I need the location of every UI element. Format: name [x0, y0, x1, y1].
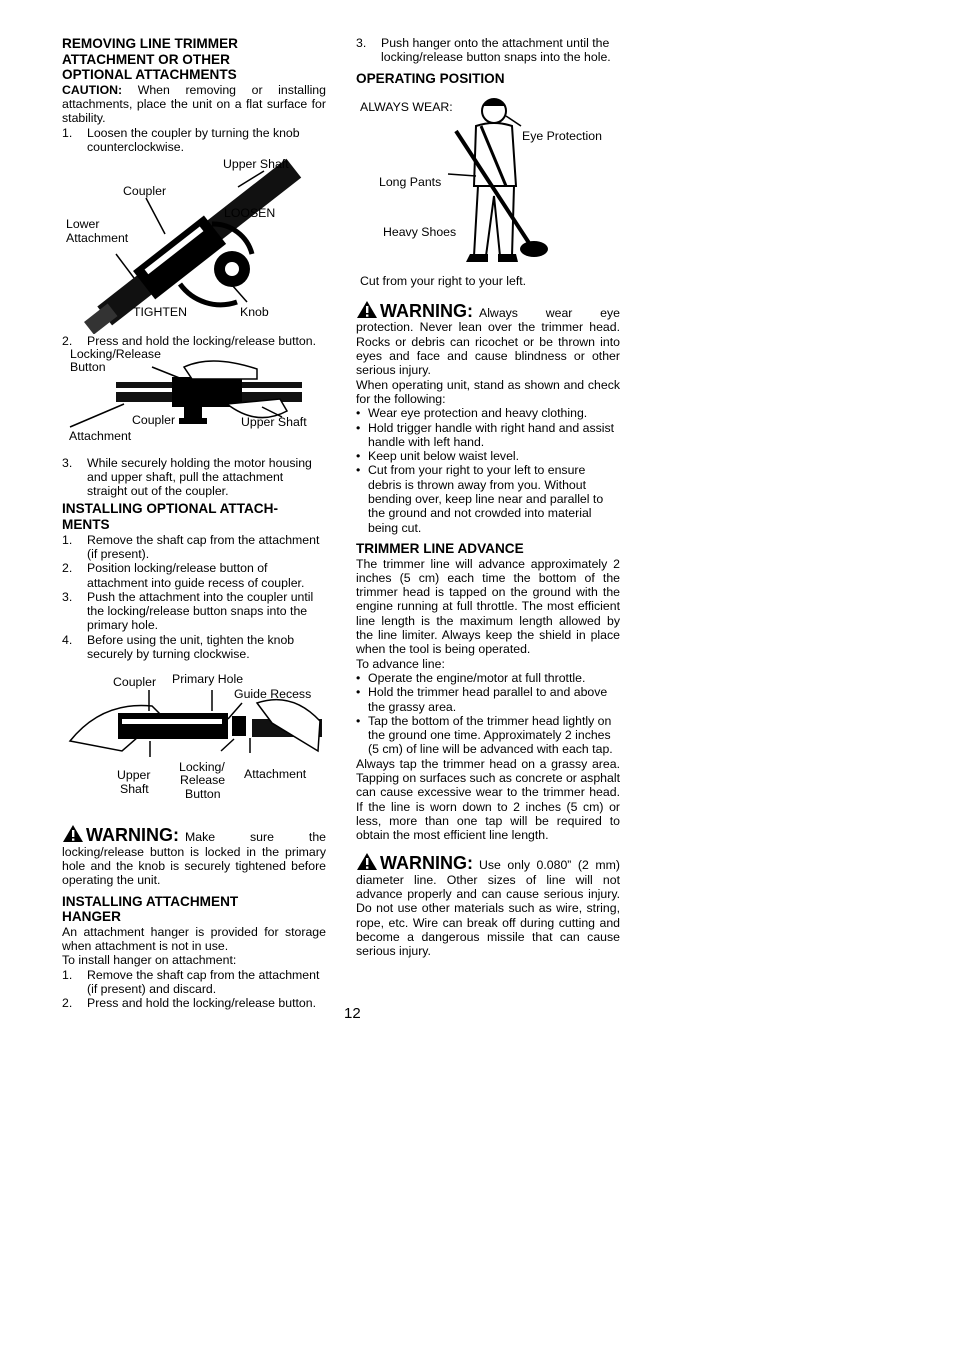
caution-label: CAUTION:: [62, 82, 123, 97]
section-title-line-advance: TRIMMER LINE ADVANCE: [356, 540, 524, 556]
warning-triangle-icon: [62, 824, 84, 843]
label-coupler: Coupler: [123, 184, 167, 199]
label-attachment: Attachment: [244, 767, 307, 782]
label-attachment: Attachment: [69, 428, 132, 443]
page-number: 12: [344, 1005, 361, 1022]
list-item: • Hold trigger handle with right hand and assist handle with left hand.: [356, 420, 615, 449]
warning-text: Always wear eye protection. Never lean over the trimmer head. Rocks or debris can ricochet or be thrown into eyes and face and cause blindness or other serious injury.: [356, 306, 620, 378]
label-locking: Locking/: [179, 760, 225, 775]
warning-text: Use only 0.080” (2 mm) diameter line. Other sizes of line will not advance properly and can cause serious injury. Do not use other materials such as wire, string, rope, etc. Wire can break off during cutting and become a dangerous missile that can cause serious injury.: [356, 858, 620, 959]
warning-locking-button: [62, 824, 326, 887]
label-heavy-shoes: Heavy Shoes: [383, 225, 457, 240]
warning-label: WARNING:: [380, 853, 473, 874]
warning-label: WARNING:: [86, 825, 179, 846]
list-item: • Tap the bottom of the trimmer head lightly on the ground one time. Approximately 2 inches (5 cm) of line will be advanced with each tap.: [356, 713, 613, 757]
list-item: 2. Press and hold the locking/release button.: [62, 334, 317, 349]
label-long-pants: Long Pants: [379, 175, 442, 190]
hanger-intro: An attachment hanger is provided for storage when attachment is not in use.: [62, 924, 326, 953]
label-eye-protection: Eye Protection: [522, 129, 602, 144]
operating-check-intro: When operating unit, stand as shown and check for the following:: [356, 377, 620, 406]
warning-eye-protection: [356, 300, 620, 377]
list-item: • Operate the engine/motor at full throttle.: [356, 670, 586, 685]
label-always-wear: ALWAYS WEAR:: [360, 100, 453, 115]
list-item: • Keep unit below waist level.: [356, 449, 520, 464]
list-item: • Hold the trimmer head parallel to and above the grassy area.: [356, 685, 608, 714]
left-column: [62, 36, 326, 1010]
label-knob: Knob: [240, 305, 269, 320]
label-loosen: LOOSEN: [224, 206, 276, 221]
line-advance-surface-note: Always tap the trimmer head on a grassy area. Tapping on surfaces such as concrete or asphalt can cause excessive wear to the trimmer head. If the line is worn down to 2 inches (5 cm) or less, more than one tap will be required to obtain the most efficient line length.: [356, 756, 620, 843]
label-cut-direction: Cut from your right to your left.: [360, 274, 527, 289]
label-button: Button: [70, 359, 106, 374]
warning-text: Make sure the locking/release button is locked in the primary hole and the knob is securely tightened before operating the unit.: [62, 830, 326, 888]
list-item: 2. Position locking/release button of attachment into guide recess of coupler.: [62, 561, 305, 590]
label-lower: Lower: [66, 217, 100, 232]
section-title-removing: REMOVING LINE TRIMMER ATTACHMENT OR OTHER OPTIONAL ATTACHMENTS: [62, 36, 238, 83]
figure-installing-attachment: [62, 661, 326, 821]
label-release: Release: [180, 773, 226, 788]
right-column: [356, 36, 620, 959]
line-advance-steps: [356, 671, 620, 757]
list-item: 4. Before using the unit, tighten the knob securely by turning clockwise.: [62, 632, 295, 662]
label-primary-hole: Primary Hole: [172, 672, 244, 687]
operating-checklist: [356, 406, 620, 535]
list-item: • Cut from your right to your left to ensure debris is thrown away from you. Without bending over, keep line near and parallel to the ground and not crowded into material being cut.: [356, 463, 604, 535]
label-button: Button: [185, 787, 221, 802]
label-coupler: Coupler: [132, 412, 176, 427]
warning-line-diameter: [356, 852, 620, 958]
caution-paragraph: [62, 83, 326, 126]
label-coupler: Coupler: [113, 675, 157, 690]
section-title-hanger: INSTALLING ATTACHMENT HANGER: [62, 893, 239, 925]
figure-coupler-knob: [62, 154, 326, 334]
warning-triangle-icon: [356, 852, 378, 871]
label-upper-shaft: Upper Shaft: [223, 157, 289, 172]
hanger-steps-continued: [356, 36, 620, 65]
warning-triangle-icon: [356, 300, 378, 319]
line-advance-intro: To advance line:: [356, 656, 445, 671]
installing-steps: [62, 533, 326, 662]
list-item: 3. While securely holding the motor housing and upper shaft, pull the attachment straight out of the coupler.: [62, 455, 312, 499]
figure-locking-release: [62, 346, 326, 456]
list-item: 3. Push hanger onto the attachment until the locking/release button snaps into the hole.: [356, 36, 611, 65]
label-shaft: Shaft: [120, 782, 149, 797]
list-item: 1. Loosen the coupler by turning the knob counterclockwise.: [62, 125, 300, 154]
hanger-steps: [62, 968, 326, 1011]
caution-text: When removing or installing attachments, place the unit on a flat surface for stability.: [62, 82, 326, 126]
label-upper: Upper: [117, 768, 151, 783]
figure-operating-position: [356, 86, 620, 289]
list-item: 1. Remove the shaft cap from the attachment (if present).: [62, 532, 320, 561]
section-title-installing: INSTALLING OPTIONAL ATTACH- MENTS: [62, 501, 278, 533]
label-attachment: Attachment: [66, 231, 129, 246]
hanger-intro-2: To install hanger on attachment:: [62, 953, 237, 968]
label-upper-shaft: Upper Shaft: [241, 414, 307, 429]
line-advance-paragraph: The trimmer line will advance approximately 2 inches (5 cm) each time the bottom of the trimmer head is tapped on the ground with the engine running at full throttle. The most efficient line length is the maximum length allowed by the line limiter. Always keep the shield in place when the tool is being operated.: [356, 556, 620, 657]
list-item: 2. Press and hold the locking/release button.: [62, 996, 317, 1011]
list-item: 1. Remove the shaft cap from the attachment (if present) and discard.: [62, 967, 320, 996]
label-locking-release: Locking/Release: [70, 346, 161, 361]
label-tighten: TIGHTEN: [133, 305, 187, 320]
removing-steps-c: [62, 456, 326, 499]
removing-steps-a: [62, 126, 326, 155]
warning-label: WARNING:: [380, 301, 473, 322]
list-item: 3. Push the attachment into the coupler until the locking/release button snaps into the primary hole.: [62, 589, 314, 633]
section-title-operating: OPERATING POSITION: [356, 70, 505, 86]
list-item: • Wear eye protection and heavy clothing.: [356, 406, 588, 421]
label-guide-recess: Guide Recess: [234, 687, 312, 702]
